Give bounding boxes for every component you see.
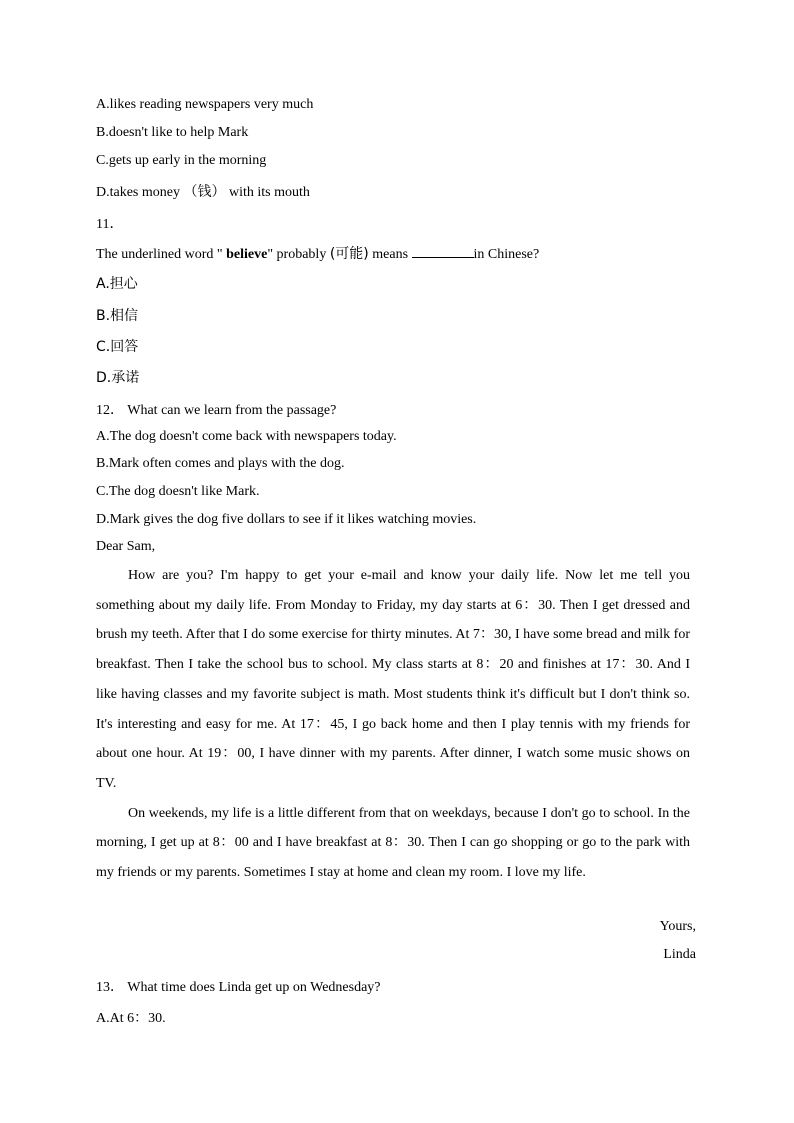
- q10-option-d-pre: D.takes money: [96, 185, 184, 200]
- q10-option-d-post: with its mouth: [225, 185, 310, 200]
- q13-option-a: A.At 6：30.: [96, 1011, 166, 1026]
- q11-option-b: B.相信: [96, 308, 139, 324]
- q11-stem-keyword: believe: [226, 247, 268, 262]
- letter-paragraph-2: On weekends, my life is a little different from that on weekdays, because I don't go to school. In the morning, I get up at 8：00 and I have breakfast at 8：30. Then I can go shopping or go to the park with my friends or my parents. Sometimes I stay at home and clean my room. I love my life.: [96, 805, 690, 881]
- q11-stem-mid: " probably: [267, 247, 330, 262]
- q10-option-d-cn: （钱）: [183, 184, 226, 200]
- q11-option-a: A.担心: [96, 276, 138, 292]
- q11-stem-cn: (可能): [329, 246, 369, 262]
- letter-paragraph-1: How are you? I'm happy to get your e-mail and know your daily life. Now let me tell you something about my daily life. From Monday to Friday, my day starts at 6：30. Then I get dressed and brush my teeth. After that I do some exercise for thirty minutes. At 7：30, I have some bread and milk for breakfast. Then I take the school bus to school. My class starts at 8：20 and finishes at 17：30. And I like having classes and my favorite subject is math. Most students think it's difficult but I don't think so. It's interesting and easy for me. At 17：45, I go back home and then I play tennis with my friends for about one hour. At 19：00, I have dinner with my parents. After dinner, I watch some music shows on TV.: [96, 568, 690, 791]
- q13-stem: 13． What time does Linda get up on Wednesday?: [96, 980, 381, 995]
- q12-option-d: D.Mark gives the dog five dollars to see if it likes watching movies.: [96, 512, 477, 527]
- q12-stem: 12． What can we learn from the passage?: [96, 403, 337, 418]
- q11-stem: [96, 243, 539, 263]
- q12-option-a: A.The dog doesn't come back with newspapers today.: [96, 429, 397, 444]
- q11-option-d: D.承诺: [96, 370, 140, 386]
- q11-option-c: C.回答: [96, 339, 139, 355]
- q12-option-c: C.The dog doesn't like Mark.: [96, 484, 260, 499]
- q12-option-b: B.Mark often comes and plays with the dog.: [96, 456, 345, 471]
- answer-blank: [412, 245, 474, 258]
- q11-stem-after: in Chinese?: [473, 247, 540, 262]
- q10-option-b: B.doesn't like to help Mark: [96, 125, 249, 140]
- q11-number: 11．: [96, 217, 124, 232]
- q10-option-a: A.likes reading newspapers very much: [96, 97, 314, 112]
- q11-stem-pre: The underlined word ": [96, 247, 227, 262]
- letter-greeting: Dear Sam,: [96, 539, 156, 554]
- q10-option-c: C.gets up early in the morning: [96, 153, 267, 168]
- q10-option-d: [96, 181, 310, 201]
- letter-signature: Linda: [663, 947, 696, 962]
- letter-closing: Yours,: [659, 919, 696, 934]
- q11-stem-means: means: [368, 247, 412, 262]
- letter-body: [96, 561, 690, 888]
